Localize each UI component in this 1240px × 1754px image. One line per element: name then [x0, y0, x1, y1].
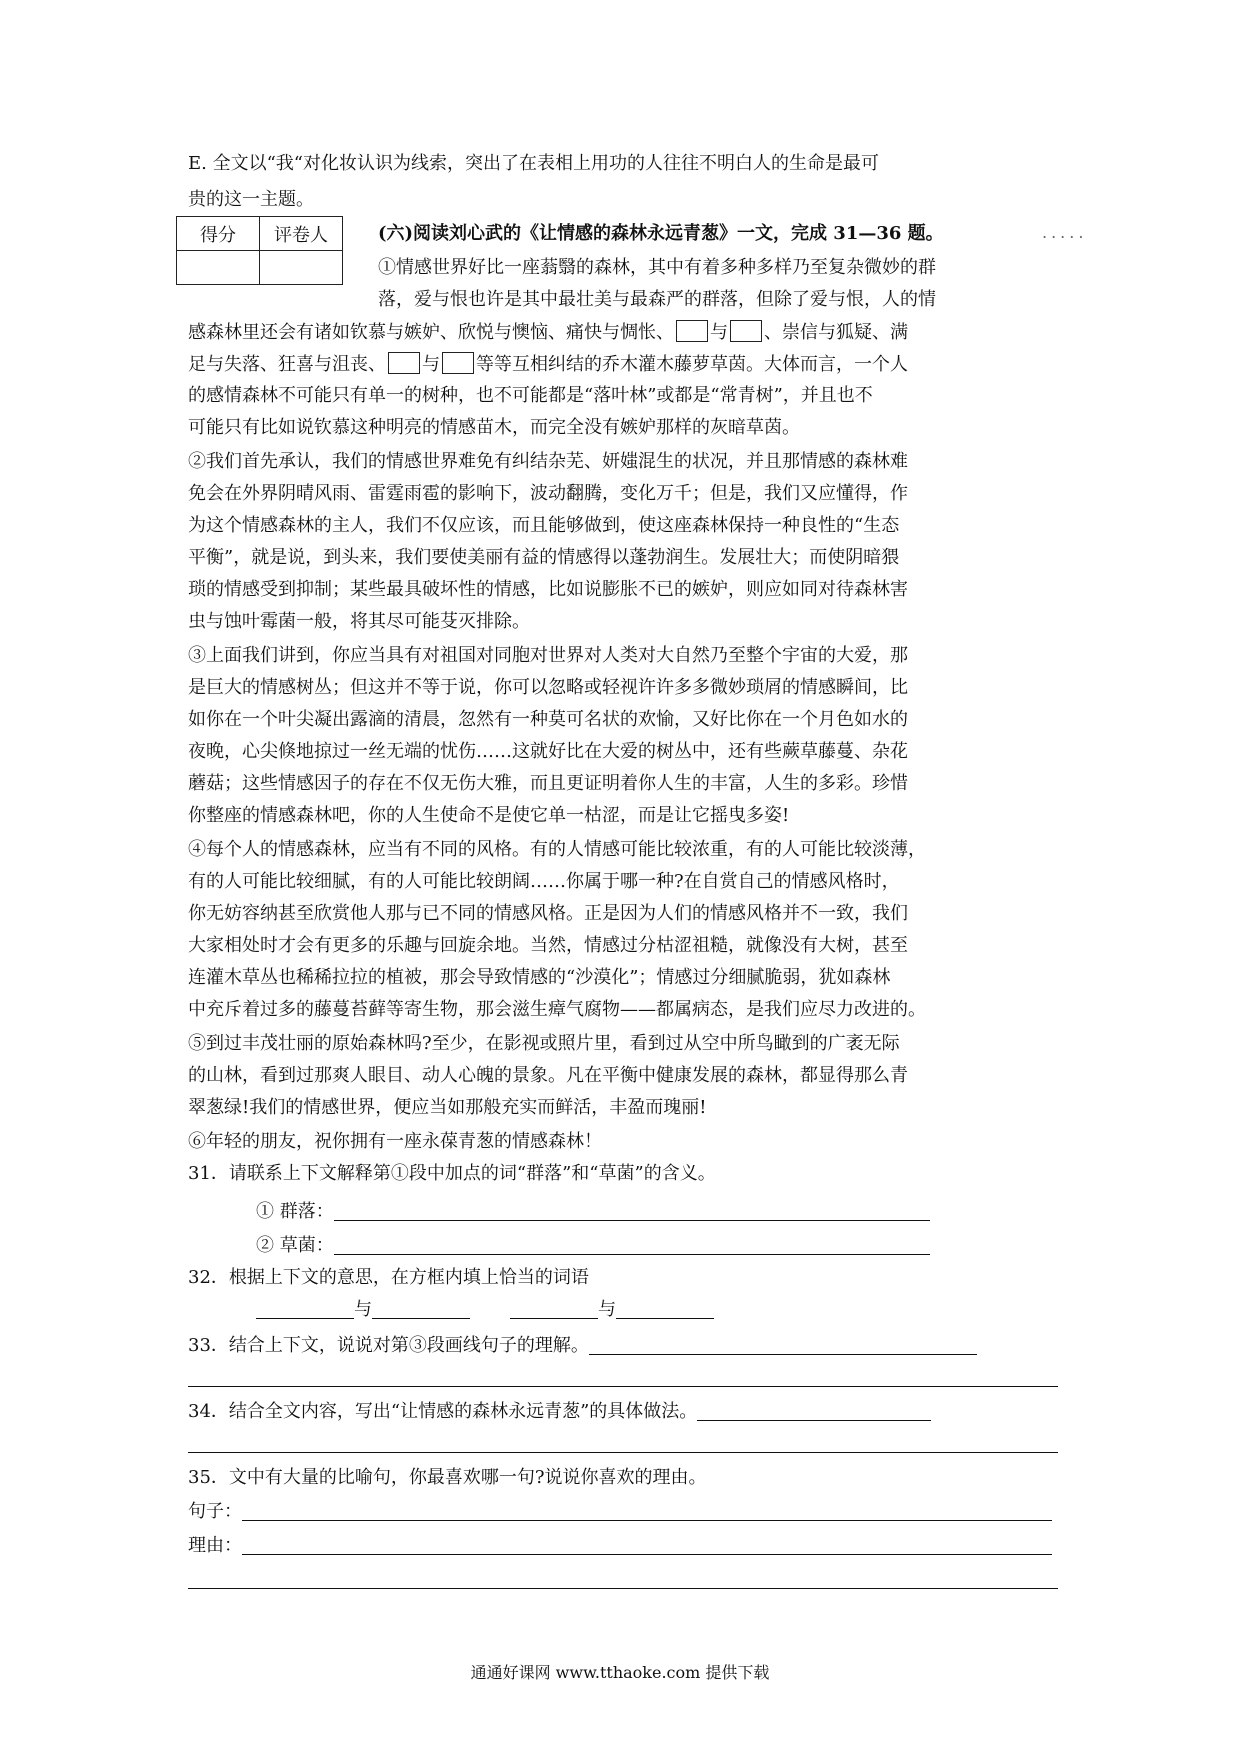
- passage-line: ③上面我们讲到，你应当具有对祖国对同胞对世界对人类对大自然乃至整个宇宙的大爱，那: [188, 645, 908, 666]
- score-table: [176, 216, 343, 285]
- blank-box-2[interactable]: [730, 320, 762, 342]
- passage-line: 你整座的情感森林吧，你的人生使命不是使它单一枯涩，而是让它摇曳多姿!: [188, 805, 790, 826]
- answer-32: [256, 1298, 856, 1322]
- passage-line: 免会在外界阴晴风雨、雷霆雨雹的影响下，波动翻腾，变化万千；但是，我们又应懂得，作: [188, 483, 908, 504]
- passage-line: ②我们首先承认，我们的情感世界难免有纠结杂芜、妍媸混生的状况，并且那情感的森林难: [188, 451, 908, 472]
- passage-text: 足与失落、狂喜与沮丧、: [188, 354, 386, 375]
- answer-34-blank[interactable]: [697, 1402, 931, 1421]
- passage-line: 连灌木草丛也稀稀拉拉的植被，那会导致情感的“沙漠化”；情感过分细腻脆弱，犹如森林: [188, 967, 891, 988]
- answer-33-line[interactable]: [188, 1386, 1058, 1387]
- passage-line: 夜晚，心尖倏地掠过一丝无端的忧伤……这就好比在大爱的树丛中，还有些蕨草藤蔓、杂花: [188, 741, 908, 762]
- blank-box-1[interactable]: [676, 320, 708, 342]
- passage-text: 、崇信与狐疑、满: [764, 322, 908, 343]
- passage-line: 有的人可能比较细腻，有的人可能比较朗阔……你属于哪一种?在自赏自己的情感风格时，: [188, 871, 900, 892]
- answer-32-blank-1[interactable]: [256, 1300, 354, 1319]
- score-cell[interactable]: [177, 251, 260, 285]
- answer-label: ① 群落：: [256, 1201, 334, 1222]
- passage-line: ⑤到过丰茂壮丽的原始森林吗?至少，在影视或照片里，看到过从空中所鸟瞰到的广袤无际: [188, 1033, 900, 1054]
- question-34: 34．结合全文内容，写出“让情感的森林永远青葱”的具体做法。: [188, 1401, 698, 1422]
- answer-35-line[interactable]: [188, 1588, 1058, 1589]
- passage-text: 感森林里还会有诸如钦慕与嫉妒、欣悦与懊恼、痛快与惆怅、: [188, 322, 674, 343]
- passage-line: ①情感世界好比一座蓊翳的森林，其中有着多种多样乃至复杂微妙的群: [378, 257, 936, 278]
- passage-line-with-blanks: [188, 320, 1058, 345]
- answer-32-blank-2[interactable]: [372, 1300, 470, 1319]
- passage-line: 你无妨容纳甚至欣赏他人那与已不同的情感风格。正是因为人们的情感风格并不一致，我们: [188, 903, 908, 924]
- answer-32-and: 与: [354, 1299, 372, 1320]
- grader-header: 评卷人: [260, 217, 343, 251]
- passage-line: 的山林，看到过那爽人眼目、动人心魄的景象。凡在平衡中健康发展的森林，都显得那么青: [188, 1065, 908, 1086]
- answer-35-sentence-blank[interactable]: [242, 1502, 1052, 1521]
- passage-line: 可能只有比如说钦慕这种明亮的情感苗木，而完全没有嫉妒那样的灰暗草茵。: [188, 417, 800, 438]
- passage-line: 为这个情感森林的主人，我们不仅应该，而且能够做到，使这座森林保持一种良性的“生态: [188, 515, 900, 536]
- answer-31-b-blank[interactable]: [334, 1236, 930, 1255]
- passage-line: 的感情森林不可能只有单一的树种，也不可能都是“落叶林”或都是“常青树”，并且也不: [188, 385, 873, 406]
- answer-31-a-blank[interactable]: [334, 1202, 930, 1221]
- question-33: 33．结合上下文，说说对第③段画线句子的理解。: [188, 1335, 589, 1356]
- passage-line: 落，爱与恨也许是其中最壮美与最森严的群落，但除了爱与恨，人的情: [378, 289, 936, 310]
- blank-box-4[interactable]: [442, 352, 474, 374]
- section-title: (六)阅读刘心武的《让情感的森林永远青葱》一文，完成 31—36 题。: [378, 223, 944, 244]
- answer-32-and: 与: [598, 1299, 616, 1320]
- score-header: 得分: [177, 217, 260, 251]
- answer-label: ② 草菌：: [256, 1235, 334, 1256]
- answer-35-sentence: [188, 1500, 1058, 1524]
- passage-text: 等等互相纠结的乔木灌木藤萝草茵。大体而言，一个人: [476, 354, 908, 375]
- passage-line: 大家相处时才会有更多的乐趣与回旋余地。当然，情感过分枯涩祖糙，就像没有大树，甚至: [188, 935, 908, 956]
- passage-line: 中充斥着过多的藤蔓苔藓等寄生物，那会滋生瘴气腐物——都属病态，是我们应尽力改进的。: [188, 999, 926, 1020]
- passage-line: 蘑菇；这些情感因子的存在不仅无伤大雅，而且更证明着你人生的丰富，人生的多彩。珍惜: [188, 773, 908, 794]
- answer-35-reason: [188, 1534, 1058, 1558]
- grader-cell[interactable]: [260, 251, 343, 285]
- answer-31-a: [256, 1200, 976, 1224]
- passage-text: 与: [710, 322, 728, 343]
- passage-line: 虫与蚀叶霉菌一般，将其尽可能芟灭排除。: [188, 611, 530, 632]
- answer-34-line[interactable]: [188, 1452, 1058, 1453]
- passage-line: 如你在一个叶尖凝出露滴的清晨，忽然有一种莫可名状的欢愉，又好比你在一个月色如水的: [188, 709, 908, 730]
- option-e-line-2: 贵的这一主题。: [188, 189, 314, 210]
- blank-box-3[interactable]: [388, 352, 420, 374]
- passage-line: ④每个人的情感森林，应当有不同的风格。有的人情感可能比较浓重，有的人可能比较淡薄，: [188, 839, 926, 860]
- passage-line: 琐的情感受到抑制；某些最具破坏性的情感，比如说膨胀不已的嫉妒，则应如同对待森林害: [188, 579, 908, 600]
- answer-31-b: [256, 1234, 976, 1258]
- answer-33-blank[interactable]: [589, 1336, 977, 1355]
- answer-label: 句子：: [188, 1501, 242, 1522]
- answer-32-blank-3[interactable]: [510, 1300, 598, 1319]
- question-34-row: [188, 1400, 1058, 1424]
- question-33-row: [188, 1334, 1058, 1358]
- passage-line-with-blanks: [188, 352, 1058, 377]
- question-35: 35．文中有大量的比喻句，你最喜欢哪一句?说说你喜欢的理由。: [188, 1467, 707, 1488]
- option-e-line-1: E. 全文以“我“对化妆认识为线索，突出了在表相上用功的人往往不明白人的生命是最可: [188, 153, 879, 174]
- footer-credit: 通通好课网 www.tthaoke.com 提供下载: [470, 1663, 770, 1682]
- passage-line: ⑥年轻的朋友，祝你拥有一座永葆青葱的情感森林！: [188, 1131, 602, 1152]
- question-32: 32．根据上下文的意思，在方框内填上恰当的词语: [188, 1267, 589, 1288]
- decorative-dots: .....: [1042, 223, 1088, 242]
- question-31: 31．请联系上下文解释第①段中加点的词“群落”和“草菌”的含义。: [188, 1163, 716, 1184]
- answer-35-reason-blank[interactable]: [242, 1536, 1052, 1555]
- passage-line: 是巨大的情感树丛；但这并不等于说，你可以忽略或轻视许许多多微妙琐屑的情感瞬间，比: [188, 677, 908, 698]
- passage-line: 翠葱绿!我们的情感世界，便应当如那般充实而鲜活，丰盈而瑰丽!: [188, 1097, 707, 1118]
- answer-label: 理由：: [188, 1535, 242, 1556]
- passage-text: 与: [422, 354, 440, 375]
- answer-32-blank-4[interactable]: [616, 1300, 714, 1319]
- passage-line: 平衡”，就是说，到头来，我们要使美丽有益的情感得以蓬勃润生。发展壮大；而使阴暗猥: [188, 547, 900, 568]
